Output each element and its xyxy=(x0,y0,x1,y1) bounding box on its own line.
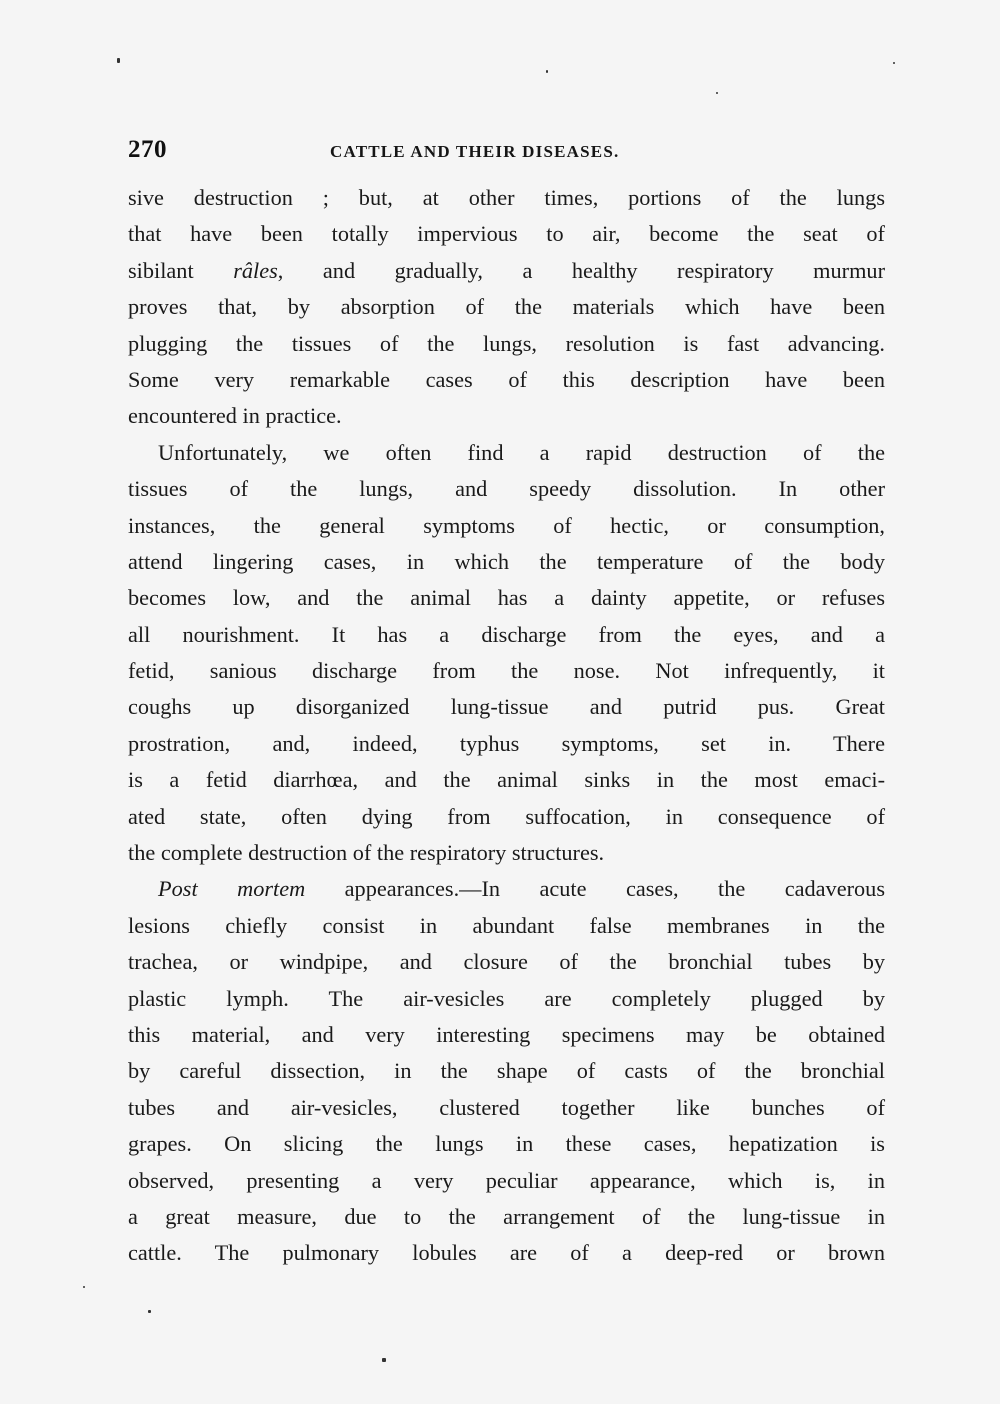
text-line: all nourishment. It has a discharge from the eyes, and a xyxy=(128,621,885,647)
text-run: appearances.—In acute cases, the cadaverous xyxy=(305,876,885,902)
text-line xyxy=(128,871,885,907)
running-title: CATTLE AND THEIR DISEASES. xyxy=(330,142,620,161)
text-line: cattle. The pulmonary lobules are of a deep-red or brown xyxy=(128,1240,885,1266)
scan-speck xyxy=(716,92,718,94)
text-line: sive destruction ; but, at other times, portions of the lungs xyxy=(128,185,885,210)
text-line: the complete destruction of the respiratory structures. xyxy=(128,840,605,866)
text-line: fetid, sanious discharge from the nose. Not infrequently, it xyxy=(128,658,885,684)
text-line: coughs up disorganized lung-tissue and putrid pus. Great xyxy=(128,694,885,720)
text-line: proves that, by absorption of the materials which have been xyxy=(128,294,885,320)
text-run: , and gradually, a healthy respiratory murmur xyxy=(277,257,885,283)
page-number: 270 xyxy=(128,136,167,163)
scan-speck xyxy=(893,62,895,64)
text-line: attend lingering cases, in which the temperature of the body xyxy=(128,548,885,574)
text-line: that have been totally impervious to air, become the seat of xyxy=(128,221,885,247)
text-line: tubes and air-vesicles, clustered together like bunches of xyxy=(128,1094,885,1120)
text-line: is a fetid diarrhœa, and the animal sinks in the most emaci- xyxy=(128,767,885,793)
italic-term: râles xyxy=(233,257,278,283)
text-line: becomes low, and the animal has a dainty appetite, or refuses xyxy=(128,585,885,611)
text-line: this material, and very interesting specimens may be obtained xyxy=(128,1021,885,1047)
running-head xyxy=(128,136,888,166)
text-line: plugging the tissues of the lungs, resolution is fast advancing. xyxy=(128,330,885,356)
text-line: encountered in practice. xyxy=(128,403,342,429)
text-line: by careful dissection, in the shape of casts of the bronchial xyxy=(128,1058,885,1084)
text-line: plastic lymph. The air-vesicles are completely plugged by xyxy=(128,985,885,1011)
text-line: trachea, or windpipe, and closure of the bronchial tubes by xyxy=(128,949,885,975)
text-run: sibilant xyxy=(128,257,234,283)
text-line: observed, presenting a very peculiar appearance, which is, in xyxy=(128,1167,885,1193)
text-line: a great measure, due to the arrangement of the lung-tissue in xyxy=(128,1203,885,1229)
text-line: grapes. On slicing the lungs in these cases, hepatization is xyxy=(128,1131,885,1157)
text-line: Some very remarkable cases of this description have been xyxy=(128,366,885,392)
text-line: Unfortunately, we often find a rapid destruction of the xyxy=(158,439,885,465)
text-line: instances, the general symptoms of hectic, or consumption, xyxy=(128,512,885,538)
text-line: lesions chiefly consist in abundant false membranes in the xyxy=(128,912,885,938)
text-line: tissues of the lungs, and speedy dissolution. In other xyxy=(128,476,885,502)
body-text xyxy=(128,180,885,1272)
scan-speck xyxy=(546,70,548,73)
italic-term: Post mortem xyxy=(158,876,306,902)
text-line: ated state, often dying from suffocation, in consequence of xyxy=(128,803,885,829)
text-line xyxy=(128,253,885,289)
scan-speck xyxy=(382,1358,386,1362)
scan-speck xyxy=(117,58,120,63)
text-line: prostration, and, indeed, typhus symptoms, set in. There xyxy=(128,730,885,756)
scan-speck xyxy=(148,1310,151,1313)
scan-speck xyxy=(83,1286,85,1288)
